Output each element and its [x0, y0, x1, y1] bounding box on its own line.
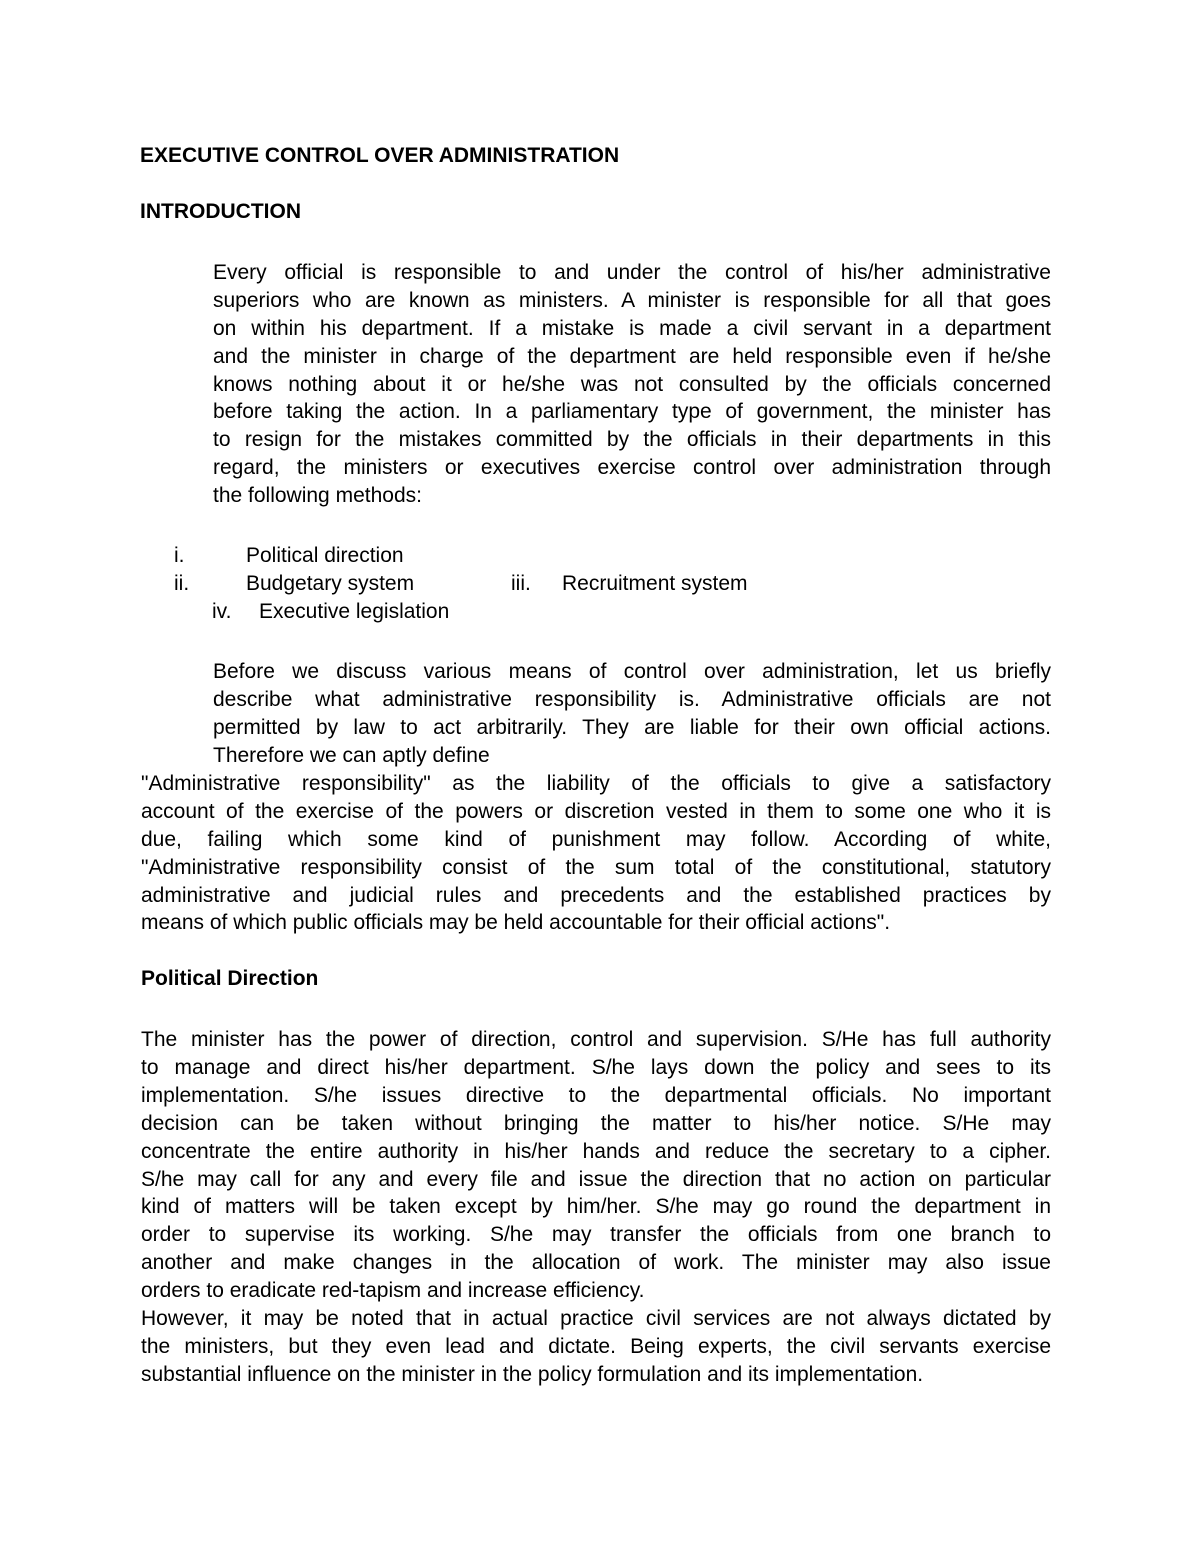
list-number: i.	[174, 544, 185, 567]
responsibility-line: "Administrative responsibility consist of the sum total of the constitutional, statutory	[141, 856, 1051, 879]
political-line: The minister has the power of direction, control and supervision. S/He has full authority	[141, 1028, 1051, 1051]
list-number: ii.	[174, 572, 190, 595]
political-line: another and make changes in the allocation of work. The minister may also issue	[141, 1251, 1051, 1274]
intro-line: before taking the action. In a parliamentary type of government, the minister has	[213, 400, 1051, 423]
list-number: iv.	[212, 600, 232, 623]
intro-heading: INTRODUCTION	[140, 200, 301, 223]
political-line: decision can be taken without bringing the matter to his/her notice. S/He may	[141, 1112, 1051, 1135]
list-item-political-direction: Political direction	[246, 544, 404, 567]
however-line: substantial influence on the minister in the policy formulation and its implementation.	[141, 1363, 924, 1386]
document-title: EXECUTIVE CONTROL OVER ADMINISTRATION	[140, 144, 620, 167]
political-line: orders to eradicate red-tapism and increase efficiency.	[141, 1279, 645, 1302]
responsibility-line: permitted by law to act arbitrarily. They are liable for their own official actions.	[213, 716, 1051, 739]
political-line: to manage and direct his/her department. S/he lays down the policy and sees to its	[141, 1056, 1051, 1079]
list-item-executive-legislation: Executive legislation	[259, 600, 450, 623]
responsibility-line: due, failing which some kind of punishment may follow. According of white,	[141, 828, 1051, 851]
political-line: S/he may call for any and every file and issue the direction that no action on particular	[141, 1168, 1051, 1191]
intro-line: regard, the ministers or executives exercise control over administration through	[213, 456, 1051, 479]
list-item-recruitment-system: Recruitment system	[562, 572, 748, 595]
however-line: However, it may be noted that in actual practice civil services are not always dictated by	[141, 1307, 1051, 1330]
political-line: kind of matters will be taken except by him/her. S/he may go round the department in	[141, 1195, 1051, 1218]
list-item-budgetary-system: Budgetary system	[246, 572, 415, 595]
responsibility-line: Before we discuss various means of control over administration, let us briefly	[213, 660, 1051, 683]
political-line: concentrate the entire authority in his/her hands and reduce the secretary to a cipher.	[141, 1140, 1051, 1163]
intro-line: superiors who are known as ministers. A minister is responsible for all that goes	[213, 289, 1051, 312]
intro-line: on within his department. If a mistake is made a civil servant in a department	[213, 317, 1051, 340]
intro-line: Every official is responsible to and under the control of his/her administrative	[213, 261, 1051, 284]
intro-line: the following methods:	[213, 484, 422, 507]
responsibility-line: describe what administrative responsibility is. Administrative officials are not	[213, 688, 1051, 711]
responsibility-line: account of the exercise of the powers or discretion vested in them to some one who it is	[141, 800, 1051, 823]
responsibility-line: "Administrative responsibility" as the liability of the officials to give a satisfactory	[141, 772, 1051, 795]
intro-line: knows nothing about it or he/she was not consulted by the officials concerned	[213, 373, 1051, 396]
however-line: the ministers, but they even lead and dictate. Being experts, the civil servants exercise	[141, 1335, 1051, 1358]
list-number: iii.	[511, 572, 531, 595]
political-line: order to supervise its working. S/he may transfer the officials from one branch to	[141, 1223, 1051, 1246]
political-direction-heading: Political Direction	[141, 967, 319, 990]
intro-line: to resign for the mistakes committed by the officials in their departments in this	[213, 428, 1051, 451]
responsibility-line: Therefore we can aptly define	[213, 744, 490, 767]
responsibility-line: means of which public officials may be held accountable for their official actions".	[141, 911, 891, 934]
responsibility-line: administrative and judicial rules and precedents and the established practices by	[141, 884, 1051, 907]
political-line: implementation. S/he issues directive to the departmental officials. No important	[141, 1084, 1051, 1107]
intro-line: and the minister in charge of the department are held responsible even if he/she	[213, 345, 1051, 368]
